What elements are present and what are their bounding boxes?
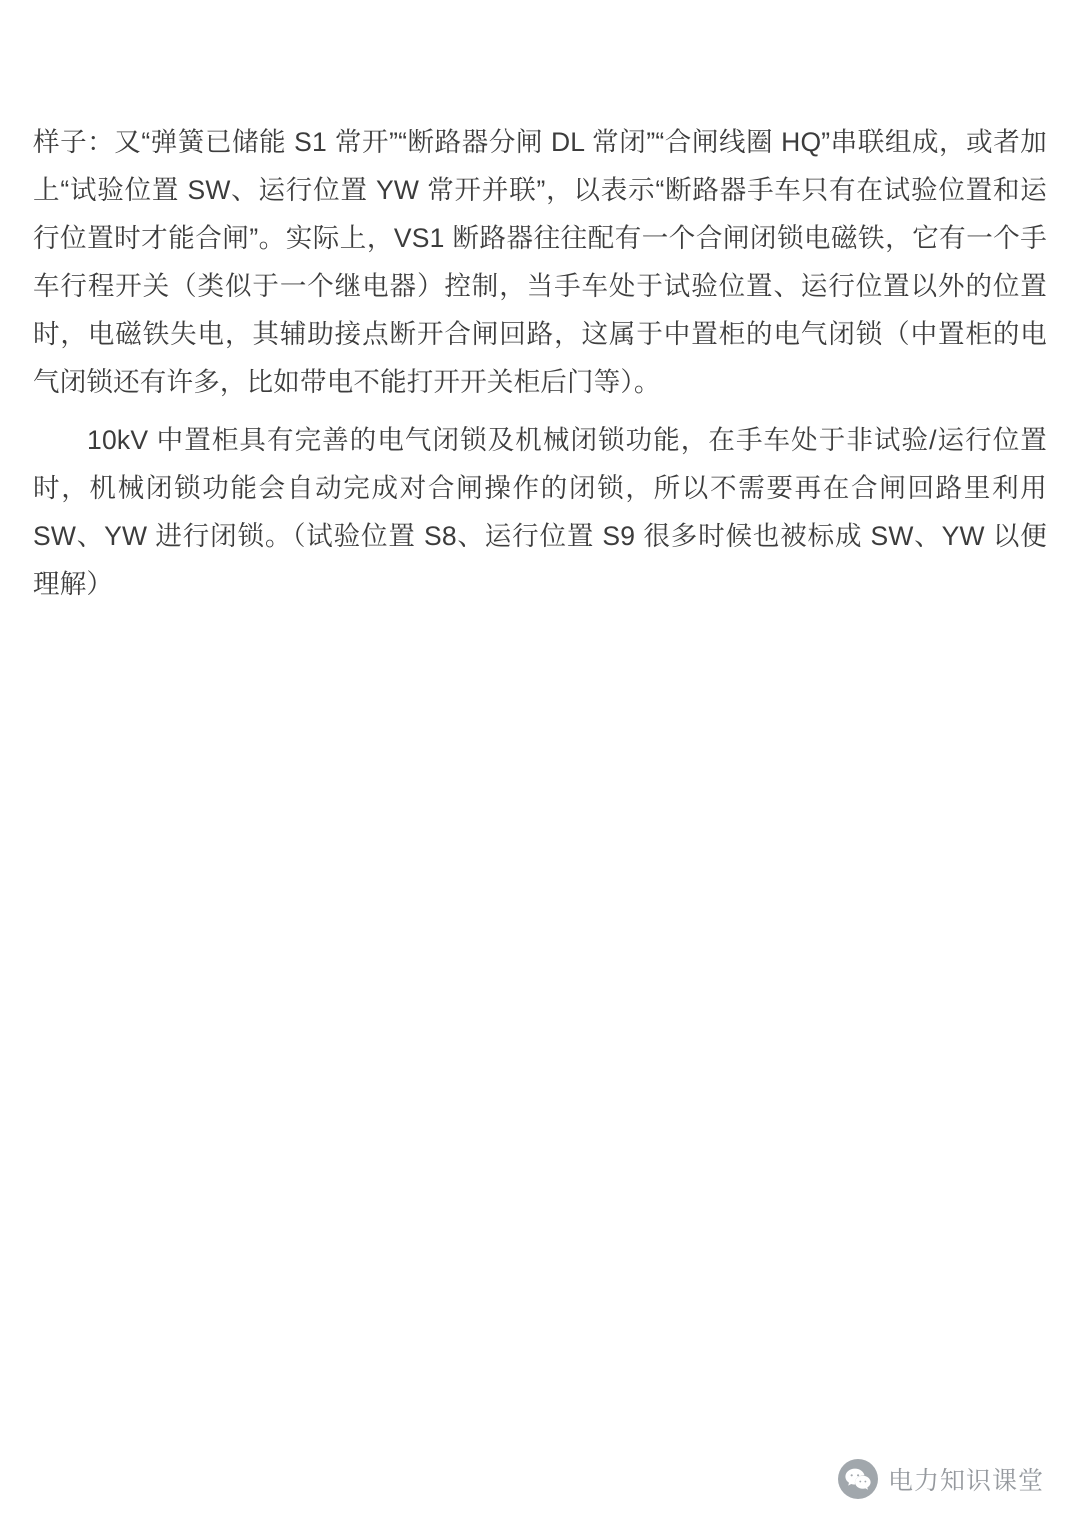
- document-body: [33, 118, 1047, 608]
- watermark-account-name: 电力知识课堂: [887, 1467, 1044, 1495]
- paragraph-1: 样子：又“弹簧已储能 S1 常开”“断路器分闸 DL 常闭”“合闸线圈 HQ”串联组成，或者加上“试验位置 SW、运行位置 YW 常开并联”，以表示“断路器手车只有在试验位置和运行位置时才能合闸”。实际上，VS1 断路器往往配有一个合闸闭锁电磁铁，它有一个手车行程开关（类似于一个继电器）控制，当手车处于试验位置、运行位置以外的位置时，电磁铁失电，其辅助接点断开合闸回路，这属于中置柜的电气闭锁（中置柜的电气闭锁还有许多，比如带电不能打开开关柜后门等）。: [33, 127, 1047, 397]
- watermark: [838, 1459, 1044, 1499]
- paragraph-2: 10kV 中置柜具有完善的电气闭锁及机械闭锁功能，在手车处于非试验/运行位置时，机械闭锁功能会自动完成对合闸操作的闭锁，所以不需要再在合闸回路里利用 SW、YW 进行闭锁。（试验位置 S8、运行位置 S9 很多时候也被标成 SW、YW 以便理解）: [33, 425, 1047, 599]
- wechat-icon: [838, 1459, 878, 1499]
